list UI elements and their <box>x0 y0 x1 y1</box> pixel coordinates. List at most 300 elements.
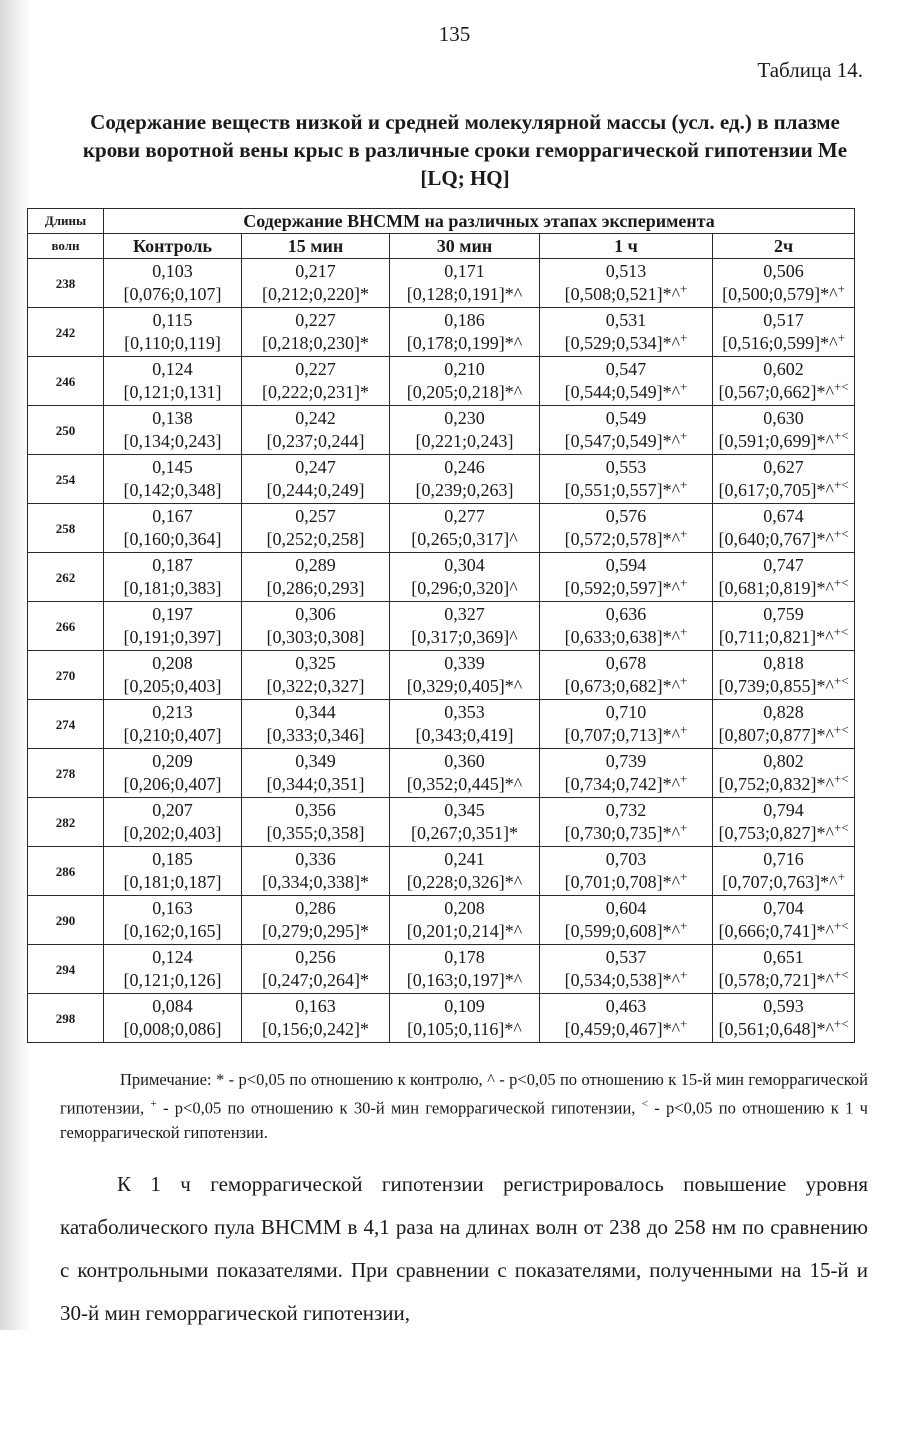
page-number: 135 <box>438 22 471 46</box>
range-text: [0,156;0,242]* <box>262 1019 369 1039</box>
value-cell <box>242 994 390 1043</box>
table-row <box>28 553 855 602</box>
significance-marker: + <box>837 869 845 884</box>
significance-marker: + <box>680 281 688 296</box>
range-text: [0,317;0,369]^ <box>411 627 518 647</box>
quartile-range <box>540 626 712 649</box>
median-value: 0,246 <box>444 457 485 477</box>
range-text: [0,534;0,538]*^ <box>564 970 681 990</box>
significance-marker: + <box>680 526 688 541</box>
quartile-range <box>390 479 539 502</box>
quartile-range <box>713 283 854 306</box>
quartile-range <box>540 528 712 551</box>
value-cell <box>713 259 855 308</box>
quartile-range <box>390 381 539 404</box>
range-text: [0,286;0,293] <box>266 578 365 598</box>
table-row <box>28 798 855 847</box>
value-cell <box>390 700 540 749</box>
table-row <box>28 406 855 455</box>
quartile-range <box>104 479 241 502</box>
wavelength-cell: 250 <box>28 406 104 455</box>
significance-marker: +< <box>833 624 849 639</box>
wavelength-cell: 294 <box>28 945 104 994</box>
median-value: 0,704 <box>763 898 804 918</box>
significance-marker: + <box>680 428 688 443</box>
quartile-range <box>104 381 241 404</box>
value-cell <box>104 749 242 798</box>
value-cell <box>540 308 713 357</box>
range-text: [0,551;0,557]*^ <box>564 480 681 500</box>
wavelength-cell: 270 <box>28 651 104 700</box>
median-value: 0,286 <box>295 898 336 918</box>
table-row <box>28 896 855 945</box>
median-value: 0,710 <box>605 702 647 722</box>
range-text: [0,617;0,705]*^ <box>718 480 834 500</box>
value-cell <box>104 357 242 406</box>
range-text: [0,181;0,187] <box>123 872 222 892</box>
median-value: 0,207 <box>152 800 193 820</box>
median-value: 0,208 <box>444 898 485 918</box>
quartile-range <box>540 1018 712 1041</box>
group-header: Содержание ВНСММ на различных этапах эксперимента <box>104 209 855 234</box>
range-text: [0,008;0,086] <box>123 1019 222 1039</box>
median-value: 0,217 <box>295 261 336 281</box>
value-cell <box>242 847 390 896</box>
quartile-range <box>104 822 241 845</box>
range-text: [0,252;0,258] <box>266 529 365 549</box>
value-cell <box>104 700 242 749</box>
range-text: [0,711;0,821]*^ <box>718 627 834 647</box>
quartile-range <box>242 822 389 845</box>
median-value: 0,531 <box>605 310 647 330</box>
range-text: [0,206;0,407] <box>123 774 222 794</box>
value-cell <box>242 259 390 308</box>
table-row <box>28 847 855 896</box>
median-value: 0,171 <box>444 261 485 281</box>
median-value: 0,356 <box>295 800 336 820</box>
value-cell <box>713 308 855 357</box>
median-value: 0,115 <box>152 310 193 330</box>
range-text: [0,178;0,199]*^ <box>406 333 523 353</box>
wavelength-cell: 278 <box>28 749 104 798</box>
quartile-range <box>390 871 539 894</box>
quartile-range <box>242 332 389 355</box>
scan-edge-shadow <box>0 0 30 1330</box>
table-title: Содержание веществ низкой и средней молекулярной массы (усл. ед.) в плазме крови воротной вены крыс в различные сроки геморрагической гипотензии Me [LQ; HQ] <box>82 110 848 190</box>
median-value: 0,794 <box>763 800 804 820</box>
range-text: [0,228;0,326]*^ <box>406 872 523 892</box>
median-value: 0,124 <box>152 359 193 379</box>
range-text: [0,237;0,244] <box>266 431 365 451</box>
median-value: 0,277 <box>444 506 485 526</box>
range-text: [0,110;0,119] <box>124 333 221 353</box>
value-cell <box>242 357 390 406</box>
value-cell <box>713 945 855 994</box>
quartile-range <box>713 773 854 796</box>
value-cell <box>390 847 540 896</box>
quartile-range <box>104 283 241 306</box>
quartile-range <box>390 773 539 796</box>
range-text: [0,210;0,407] <box>123 725 222 745</box>
quartile-range <box>242 381 389 404</box>
median-value: 0,256 <box>295 947 336 967</box>
significance-marker: +< <box>833 1016 849 1031</box>
value-cell <box>104 504 242 553</box>
range-text: [0,244;0,249] <box>266 480 365 500</box>
significance-marker: + <box>680 869 688 884</box>
median-value: 0,716 <box>763 849 804 869</box>
range-text: [0,753;0,827]*^ <box>718 823 834 843</box>
median-value: 0,306 <box>295 604 336 624</box>
median-value: 0,227 <box>295 359 336 379</box>
table-row <box>28 259 855 308</box>
significance-marker: + <box>680 575 688 590</box>
median-value: 0,185 <box>152 849 193 869</box>
range-text: [0,344;0,351] <box>266 774 365 794</box>
value-cell <box>540 994 713 1043</box>
range-text: [0,303;0,308] <box>266 627 365 647</box>
range-text: [0,707;0,713]*^ <box>564 725 681 745</box>
value-cell <box>242 700 390 749</box>
median-value: 0,594 <box>605 555 647 575</box>
range-text: [0,355;0,358] <box>266 823 365 843</box>
value-cell <box>390 504 540 553</box>
quartile-range <box>540 381 712 404</box>
range-text: [0,343;0,419] <box>415 725 514 745</box>
value-cell <box>540 945 713 994</box>
median-value: 0,674 <box>763 506 804 526</box>
wavelength-cell: 258 <box>28 504 104 553</box>
median-value: 0,241 <box>444 849 485 869</box>
value-cell <box>540 749 713 798</box>
quartile-range <box>540 283 712 306</box>
range-text: [0,105;0,116]*^ <box>407 1019 522 1039</box>
value-cell <box>540 504 713 553</box>
quartile-range <box>390 822 539 845</box>
value-cell <box>242 749 390 798</box>
wavelength-cell: 242 <box>28 308 104 357</box>
range-text: [0,547;0,549]*^ <box>564 431 681 451</box>
range-text: [0,212;0,220]* <box>262 284 369 304</box>
quartile-range <box>540 724 712 747</box>
median-value: 0,630 <box>763 408 804 428</box>
column-header: 15 мин <box>242 234 390 259</box>
significance-marker: + <box>680 820 688 835</box>
value-cell <box>104 945 242 994</box>
range-text: [0,701;0,708]*^ <box>564 872 681 892</box>
value-cell <box>242 651 390 700</box>
quartile-range <box>242 626 389 649</box>
value-cell <box>713 602 855 651</box>
range-text: [0,160;0,364] <box>123 529 222 549</box>
median-value: 0,208 <box>152 653 193 673</box>
range-text: [0,561;0,648]*^ <box>718 1019 834 1039</box>
median-value: 0,230 <box>444 408 485 428</box>
significance-marker: + <box>680 477 688 492</box>
range-text: [0,707;0,763]*^ <box>722 872 838 892</box>
value-cell <box>242 798 390 847</box>
range-text: [0,191;0,397] <box>123 627 222 647</box>
value-cell <box>390 455 540 504</box>
value-cell <box>390 651 540 700</box>
range-text: [0,121;0,131] <box>123 382 222 402</box>
wavelength-cell: 290 <box>28 896 104 945</box>
median-value: 0,828 <box>763 702 804 722</box>
range-text: [0,508;0,521]*^ <box>564 284 681 304</box>
significance-marker: +< <box>833 771 849 786</box>
value-cell <box>713 651 855 700</box>
value-cell <box>104 798 242 847</box>
note-marker: + <box>150 1098 157 1110</box>
value-cell <box>104 308 242 357</box>
note-text: - p<0,05 по отношению к 1 ч геморрагической гипотензии. <box>60 1098 868 1142</box>
quartile-range <box>242 773 389 796</box>
range-text: [0,752;0,832]*^ <box>718 774 834 794</box>
value-cell <box>540 357 713 406</box>
median-value: 0,197 <box>152 604 193 624</box>
range-text: [0,333;0,346] <box>266 725 365 745</box>
value-cell <box>713 455 855 504</box>
median-value: 0,627 <box>763 457 804 477</box>
median-value: 0,344 <box>295 702 336 722</box>
wavelength-cell: 254 <box>28 455 104 504</box>
median-value: 0,360 <box>444 751 485 771</box>
quartile-range <box>713 822 854 845</box>
median-value: 0,636 <box>605 604 647 624</box>
quartile-range <box>242 675 389 698</box>
quartile-range <box>104 1018 241 1041</box>
value-cell <box>540 847 713 896</box>
median-value: 0,463 <box>605 996 647 1016</box>
value-cell <box>104 553 242 602</box>
range-text: [0,529;0,534]*^ <box>564 333 681 353</box>
value-cell <box>242 455 390 504</box>
significance-marker: + <box>680 379 688 394</box>
range-text: [0,734;0,742]*^ <box>564 774 681 794</box>
quartile-range <box>242 1018 389 1041</box>
range-text: [0,334;0,338]* <box>262 872 369 892</box>
range-text: [0,592;0,597]*^ <box>564 578 681 598</box>
value-cell <box>242 896 390 945</box>
median-value: 0,336 <box>295 849 336 869</box>
table-row <box>28 357 855 406</box>
median-value: 0,818 <box>763 653 804 673</box>
median-value: 0,227 <box>295 310 336 330</box>
value-cell <box>390 945 540 994</box>
median-value: 0,513 <box>605 261 647 281</box>
range-text: [0,459;0,467]*^ <box>564 1019 681 1039</box>
median-value: 0,547 <box>605 359 647 379</box>
value-cell <box>713 994 855 1043</box>
median-value: 0,747 <box>763 555 804 575</box>
median-value: 0,167 <box>152 506 193 526</box>
value-cell <box>242 504 390 553</box>
value-cell <box>713 700 855 749</box>
value-cell <box>104 896 242 945</box>
median-value: 0,739 <box>605 751 647 771</box>
value-cell <box>713 553 855 602</box>
range-text: [0,202;0,403] <box>123 823 222 843</box>
wavelength-cell: 246 <box>28 357 104 406</box>
median-value: 0,186 <box>444 310 485 330</box>
quartile-range <box>540 577 712 600</box>
range-text: [0,329;0,405]*^ <box>406 676 523 696</box>
quartile-range <box>242 528 389 551</box>
value-cell <box>104 259 242 308</box>
quartile-range <box>390 1018 539 1041</box>
median-value: 0,593 <box>763 996 804 1016</box>
value-cell <box>540 700 713 749</box>
value-cell <box>540 455 713 504</box>
value-cell <box>713 749 855 798</box>
median-value: 0,257 <box>295 506 336 526</box>
median-value: 0,213 <box>152 702 193 722</box>
median-value: 0,537 <box>605 947 647 967</box>
value-cell <box>104 602 242 651</box>
quartile-range <box>242 577 389 600</box>
wavelength-cell: 286 <box>28 847 104 896</box>
wavelength-cell: 262 <box>28 553 104 602</box>
significance-marker: +< <box>833 918 849 933</box>
range-text: [0,544;0,549]*^ <box>564 382 681 402</box>
column-header: Контроль <box>104 234 242 259</box>
quartile-range <box>390 332 539 355</box>
median-value: 0,138 <box>152 408 193 428</box>
range-text: [0,121;0,126] <box>123 970 222 990</box>
quartile-range <box>540 920 712 943</box>
quartile-range <box>390 626 539 649</box>
value-cell <box>390 553 540 602</box>
quartile-range <box>540 871 712 894</box>
quartile-range <box>540 822 712 845</box>
quartile-range <box>540 675 712 698</box>
wavelength-cell: 282 <box>28 798 104 847</box>
value-cell <box>540 553 713 602</box>
significance-marker: + <box>680 918 688 933</box>
quartile-range <box>390 724 539 747</box>
median-value: 0,325 <box>295 653 336 673</box>
median-value: 0,553 <box>605 457 647 477</box>
significance-marker: + <box>680 722 688 737</box>
quartile-range <box>104 430 241 453</box>
significance-marker: +< <box>833 379 849 394</box>
range-text: [0,222;0,231]* <box>262 382 369 402</box>
significance-marker: + <box>837 281 845 296</box>
wavelength-cell: 266 <box>28 602 104 651</box>
quartile-range <box>390 283 539 306</box>
value-cell <box>390 896 540 945</box>
quartile-range <box>713 626 854 649</box>
significance-marker: + <box>680 967 688 982</box>
data-table <box>27 208 855 1043</box>
median-value: 0,242 <box>295 408 336 428</box>
median-value: 0,759 <box>763 604 804 624</box>
value-cell <box>713 406 855 455</box>
table-label: Таблица 14. <box>757 58 863 82</box>
median-value: 0,124 <box>152 947 193 967</box>
value-cell <box>540 406 713 455</box>
median-value: 0,506 <box>763 261 804 281</box>
median-value: 0,163 <box>295 996 336 1016</box>
median-value: 0,353 <box>444 702 485 722</box>
value-cell <box>540 602 713 651</box>
significance-marker: +< <box>833 673 849 688</box>
range-text: [0,730;0,735]*^ <box>564 823 681 843</box>
range-text: [0,134;0,243] <box>123 431 222 451</box>
value-cell <box>242 553 390 602</box>
value-cell <box>713 896 855 945</box>
significance-marker: +< <box>833 477 849 492</box>
quartile-range <box>104 871 241 894</box>
range-text: [0,516;0,599]*^ <box>722 333 838 353</box>
wavelength-header-bottom: волн <box>28 234 104 259</box>
value-cell <box>390 798 540 847</box>
range-text: [0,352;0,445]*^ <box>406 774 523 794</box>
note-marker: < <box>641 1098 648 1110</box>
quartile-range <box>713 675 854 698</box>
quartile-range <box>390 430 539 453</box>
value-cell <box>104 406 242 455</box>
quartile-range <box>713 381 854 404</box>
range-text: [0,201;0,214]*^ <box>406 921 523 941</box>
value-cell <box>390 308 540 357</box>
quartile-range <box>242 479 389 502</box>
median-value: 0,339 <box>444 653 485 673</box>
median-value: 0,651 <box>763 947 804 967</box>
quartile-range <box>390 920 539 943</box>
median-value: 0,732 <box>605 800 647 820</box>
range-text: [0,567;0,662]*^ <box>718 382 834 402</box>
range-text: [0,807;0,877]*^ <box>718 725 834 745</box>
note-text: - p<0,05 по отношению к 30-й мин геморрагической гипотензии, <box>156 1098 642 1118</box>
value-cell <box>104 994 242 1043</box>
wavelength-cell: 298 <box>28 994 104 1043</box>
table-row <box>28 308 855 357</box>
table-row <box>28 945 855 994</box>
table-footnote <box>60 1068 868 1145</box>
quartile-range <box>104 675 241 698</box>
quartile-range <box>104 724 241 747</box>
value-cell <box>540 651 713 700</box>
range-text: [0,239;0,263] <box>415 480 514 500</box>
range-text: [0,666;0,741]*^ <box>718 921 834 941</box>
quartile-range <box>242 430 389 453</box>
table-row <box>28 700 855 749</box>
median-value: 0,604 <box>605 898 647 918</box>
wavelength-header-top: Длины <box>28 209 104 234</box>
table-row <box>28 504 855 553</box>
median-value: 0,345 <box>444 800 485 820</box>
median-value: 0,163 <box>152 898 193 918</box>
range-text: [0,218;0,230]* <box>262 333 369 353</box>
significance-marker: + <box>680 673 688 688</box>
quartile-range <box>713 479 854 502</box>
median-value: 0,178 <box>444 947 485 967</box>
quartile-range <box>390 969 539 992</box>
median-value: 0,304 <box>444 555 485 575</box>
median-value: 0,247 <box>295 457 336 477</box>
range-text: [0,640;0,767]*^ <box>718 529 834 549</box>
value-cell <box>390 259 540 308</box>
column-header: 30 мин <box>390 234 540 259</box>
significance-marker: +< <box>833 526 849 541</box>
quartile-range <box>104 920 241 943</box>
table-row <box>28 455 855 504</box>
significance-marker: + <box>680 771 688 786</box>
median-value: 0,349 <box>295 751 336 771</box>
range-text: [0,205;0,403] <box>123 676 222 696</box>
quartile-range <box>540 479 712 502</box>
